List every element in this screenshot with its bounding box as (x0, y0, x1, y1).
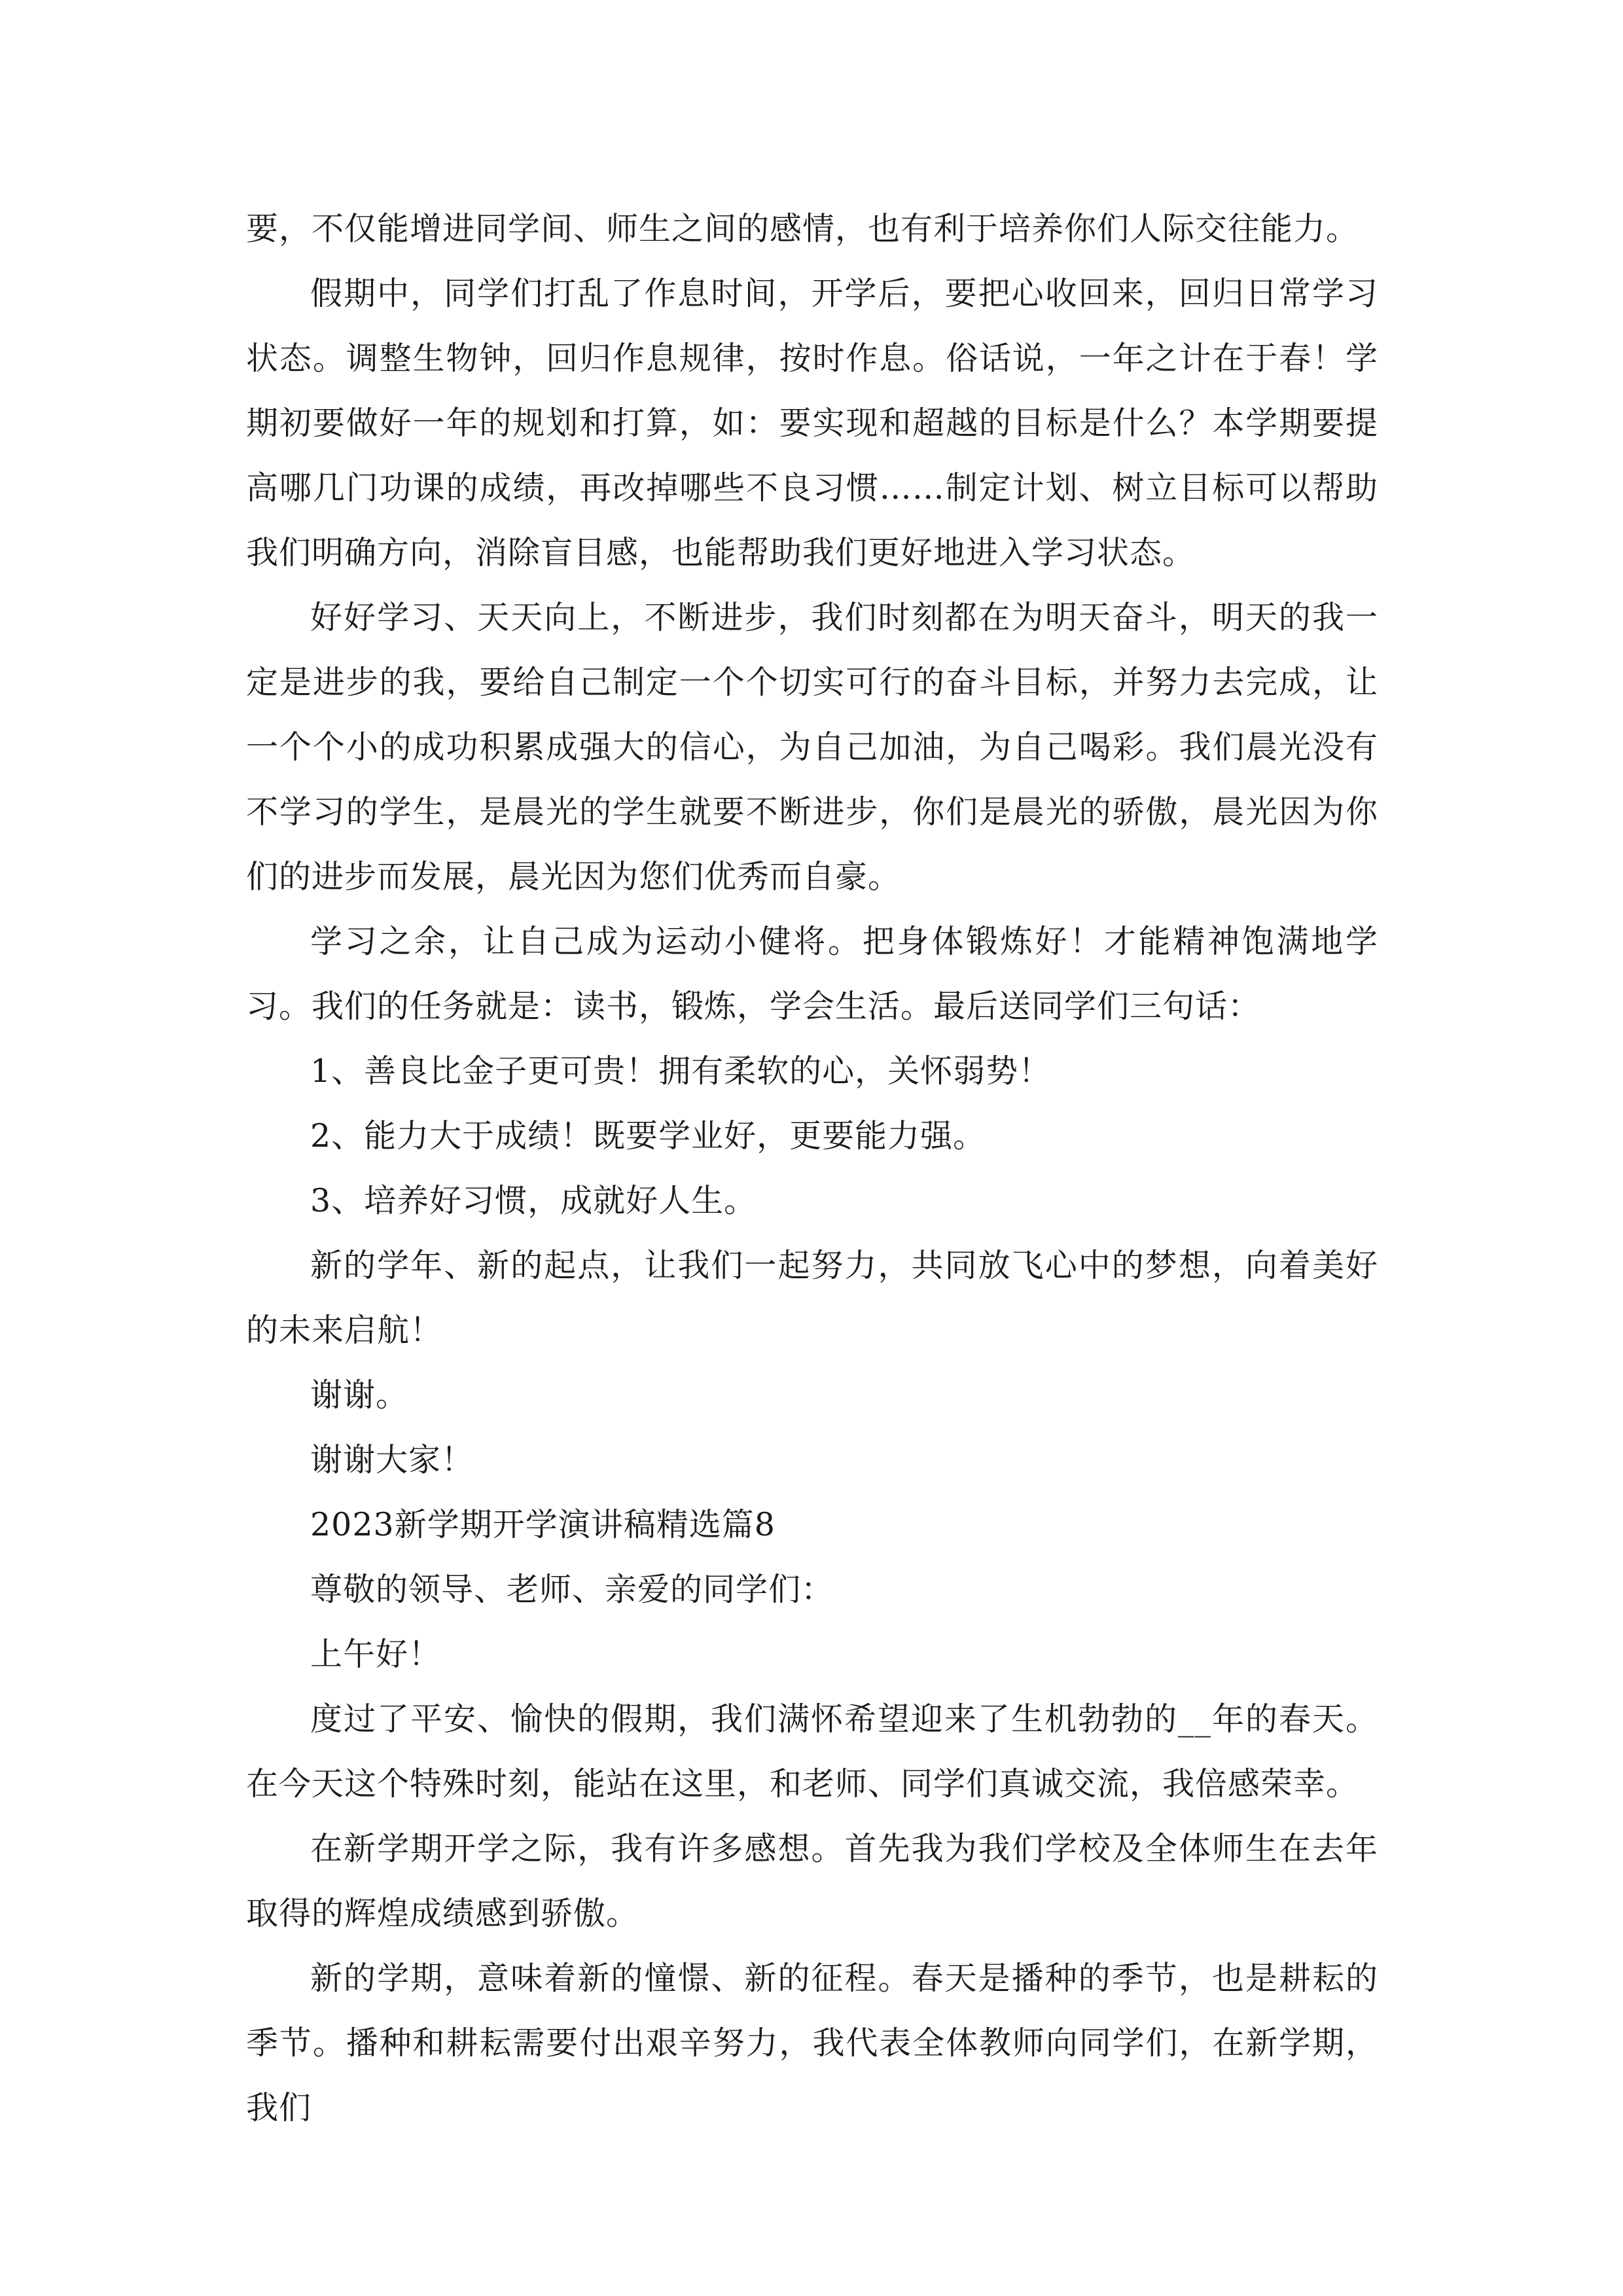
greeting: 上午好！ (310, 1636, 442, 1673)
paragraph: 度过了平安、愉快的假期，我们满怀希望迎来了生机勃勃的__年的春天。在今天这个特殊时刻，能站在这里，和老师、同学们真诚交流，我倍感荣幸。 (246, 1700, 1378, 1803)
paragraph: 谢谢大家！ (310, 1441, 474, 1479)
paragraph: 要，不仅能增进同学间、师生之间的感情，也有利于培养你们人际交往能力。 (246, 210, 1359, 247)
section-heading: 2023新学期开学演讲稿精选篇8 (310, 1506, 776, 1543)
paragraph: 新的学期，意味着新的憧憬、新的征程。春天是播种的季节，也是耕耘的季节。播种和耕耘需要付出艰辛努力，我代表全体教师向同学们，在新学期，我们 (246, 1960, 1378, 2126)
paragraph: 好好学习、天天向上，不断进步，我们时刻都在为明天奋斗，明天的我一定是进步的我，要给自己制定一个个切实可行的奋斗目标，并努力去完成，让一个个小的成功积累成强大的信心，为自己加油，为自己喝彩。我们晨光没有不学习的学生，是晨光的学生就要不断进步，你们是晨光的骄傲，晨光因为你们的进步而发展，晨光因为您们优秀而自豪。 (246, 599, 1378, 895)
paragraph: 谢谢。 (310, 1376, 409, 1414)
document-body (246, 196, 1378, 2140)
paragraph: 学习之余，让自己成为运动小健将。把身体锻炼好！才能精神饱满地学习。我们的任务就是：读书，锻炼，学会生活。最后送同学们三句话： (246, 923, 1378, 1025)
salutation: 尊敬的领导、老师、亲爱的同学们： (310, 1571, 834, 1608)
paragraph: 假期中，同学们打乱了作息时间，开学后，要把心收回来，回归日常学习状态。调整生物钟，回归作息规律，按时作息。俗话说，一年之计在于春！学期初要做好一年的规划和打算，如：要实现和超越的目标是什么？本学期要提高哪几门功课的成绩，再改掉哪些不良习惯……制定计划、树立目标可以帮助我们明确方向，消除盲目感，也能帮助我们更好地进入学习状态。 (246, 275, 1378, 571)
list-item: 2、能力大于成绩！既要学业好，更要能力强。 (310, 1117, 986, 1155)
paragraph: 新的学年、新的起点，让我们一起努力，共同放飞心中的梦想，向着美好的未来启航！ (246, 1247, 1378, 1349)
paragraph: 在新学期开学之际，我有许多感想。首先我为我们学校及全体师生在去年取得的辉煌成绩感到骄傲。 (246, 1830, 1378, 1932)
list-item: 1、善良比金子更可贵！拥有柔软的心，关怀弱势！ (310, 1052, 1052, 1090)
list-item: 3、培养好习惯，成就好人生。 (310, 1182, 757, 1219)
